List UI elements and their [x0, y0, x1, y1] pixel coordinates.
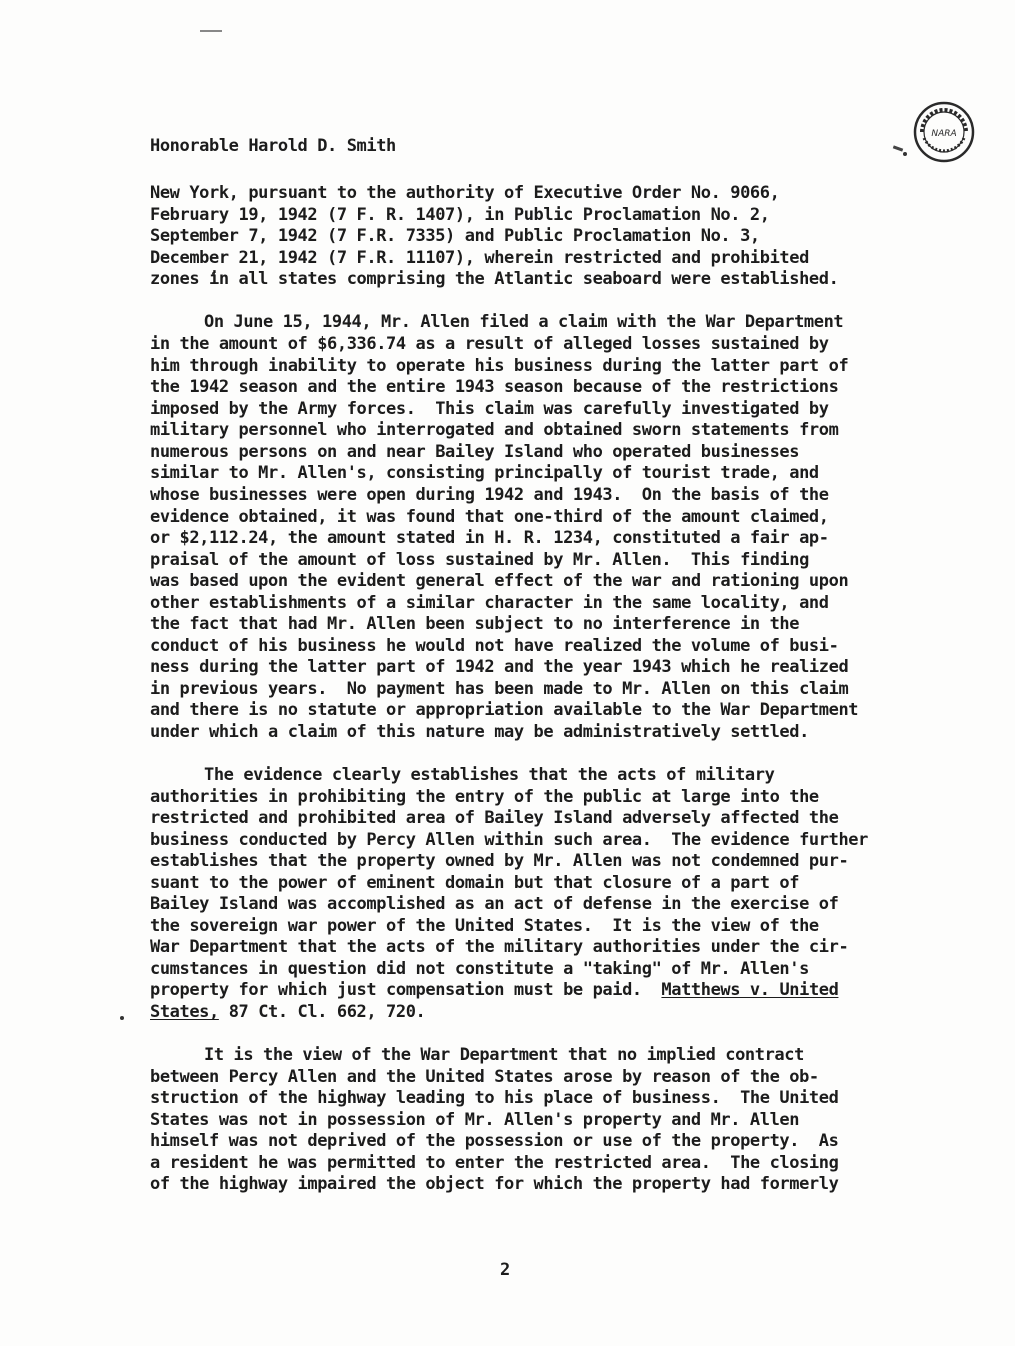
paragraph-line: similar to Mr. Allen's, consisting principally of tourist trade, and	[150, 463, 819, 483]
paragraph-line: ness during the latter part of 1942 and the year 1943 which he realized	[150, 657, 849, 677]
stamp-center-text: NARA	[931, 129, 957, 139]
paragraph-line: under which a claim of this nature may be administratively settled.	[150, 722, 809, 742]
paragraph-line: praisal of the amount of loss sustained by Mr. Allen. This finding	[150, 550, 809, 570]
top-mark	[200, 30, 222, 32]
paragraph-line: It is the view of the War Department that no implied contract	[204, 1045, 804, 1065]
paragraph-line: conduct of his business he would not have realized the volume of busi-	[150, 636, 839, 656]
margin-speck	[903, 152, 907, 156]
paragraph-line: New York, pursuant to the authority of Executive Order No. 9066,	[150, 183, 780, 203]
paragraph-line: in the amount of $6,336.74 as a result of alleged losses sustained by	[150, 334, 829, 354]
paragraph-line: whose businesses were open during 1942 and 1943. On the basis of the	[150, 485, 829, 505]
paragraph-line: imposed by the Army forces. This claim was carefully investigated by	[150, 399, 829, 419]
paragraph-line: the 1942 season and the entire 1943 season because of the restrictions	[150, 377, 839, 397]
case-citation: Matthews v. United	[661, 980, 839, 1000]
page-number: 2	[500, 1260, 510, 1280]
paragraph-line: the fact that had Mr. Allen been subject to no interference in the	[150, 614, 800, 634]
paragraph-line: February 19, 1942 (7 F. R. 1407), in Public Proclamation No. 2,	[150, 205, 770, 225]
paragraph-line: in previous years. No payment has been made to Mr. Allen on this claim	[150, 679, 849, 699]
addressee: Honorable Harold D. Smith	[150, 136, 396, 156]
paragraph-line: or $2,112.24, the amount stated in H. R. 1234, constituted a fair ap-	[150, 528, 829, 548]
paragraph-line: other establishments of a similar character in the same locality, and	[150, 593, 829, 613]
paragraph-line: him through inability to operate his business during the latter part of	[150, 356, 849, 376]
citation-reference: 87 Ct. Cl. 662, 720.	[218, 1002, 426, 1022]
paragraph-line: restricted and prohibited area of Bailey Island adversely affected the	[150, 808, 839, 828]
case-citation: States,	[150, 1002, 219, 1022]
paragraph-line: business conducted by Percy Allen within such area. The evidence further	[150, 830, 868, 850]
paragraph-line: zones in all states comprising the Atlantic seaboard were established.	[150, 269, 839, 289]
paragraph-line: and there is no statute or appropriation available to the War Department	[150, 700, 859, 720]
paragraph-line: September 7, 1942 (7 F.R. 7335) and Public Proclamation No. 3,	[150, 226, 760, 246]
paragraph-line: The evidence clearly establishes that the acts of military	[204, 765, 775, 785]
paragraph-line: On June 15, 1944, Mr. Allen filed a claim with the War Department	[204, 312, 844, 332]
paragraph-line: between Percy Allen and the United States arose by reason of the ob-	[150, 1067, 819, 1087]
paragraph-line: Bailey Island was accomplished as an act of defense in the exercise of	[150, 894, 839, 914]
paragraph-line: a resident he was permitted to enter the restricted area. The closing	[150, 1153, 839, 1173]
paragraph-line: was based upon the evident general effect of the war and rationing upon	[150, 571, 849, 591]
paragraph-line-with-citation	[150, 980, 838, 1000]
paragraph-line: himself was not deprived of the possession or use of the property. As	[150, 1131, 839, 1151]
paragraph-line: suant to the power of eminent domain but that closure of a part of	[150, 873, 800, 893]
paragraph-line: War Department that the acts of the military authorities under the cir-	[150, 937, 849, 957]
paragraph-line: the sovereign war power of the United States. It is the view of the	[150, 916, 819, 936]
margin-mark	[893, 145, 903, 151]
paragraph-line: struction of the highway leading to his place of business. The United	[150, 1088, 839, 1108]
paragraph-line: States was not in possession of Mr. Allen's property and Mr. Allen	[150, 1110, 800, 1130]
paragraph-line: cumstances in question did not constitute a "taking" of Mr. Allen's	[150, 959, 809, 979]
paragraph-text: property for which just compensation must be paid.	[150, 980, 662, 1000]
paragraph-line: military personnel who interrogated and obtained sworn statements from	[150, 420, 839, 440]
paragraph-line: evidence obtained, it was found that one-third of the amount claimed,	[150, 507, 829, 527]
margin-speck	[120, 1016, 124, 1020]
paragraph-line: authorities in prohibiting the entry of the public at large into the	[150, 787, 819, 807]
paragraph-line: establishes that the property owned by Mr. Allen was not condemned pur-	[150, 851, 849, 871]
paragraph-line-with-citation	[150, 1002, 425, 1022]
paragraph-line: December 21, 1942 (7 F.R. 11107), wherein restricted and prohibited	[150, 248, 809, 268]
paragraph-line: of the highway impaired the object for which the property had formerly	[150, 1174, 839, 1194]
paragraph-line: numerous persons on and near Bailey Island who operated businesses	[150, 442, 800, 462]
archive-stamp-icon	[912, 100, 976, 164]
